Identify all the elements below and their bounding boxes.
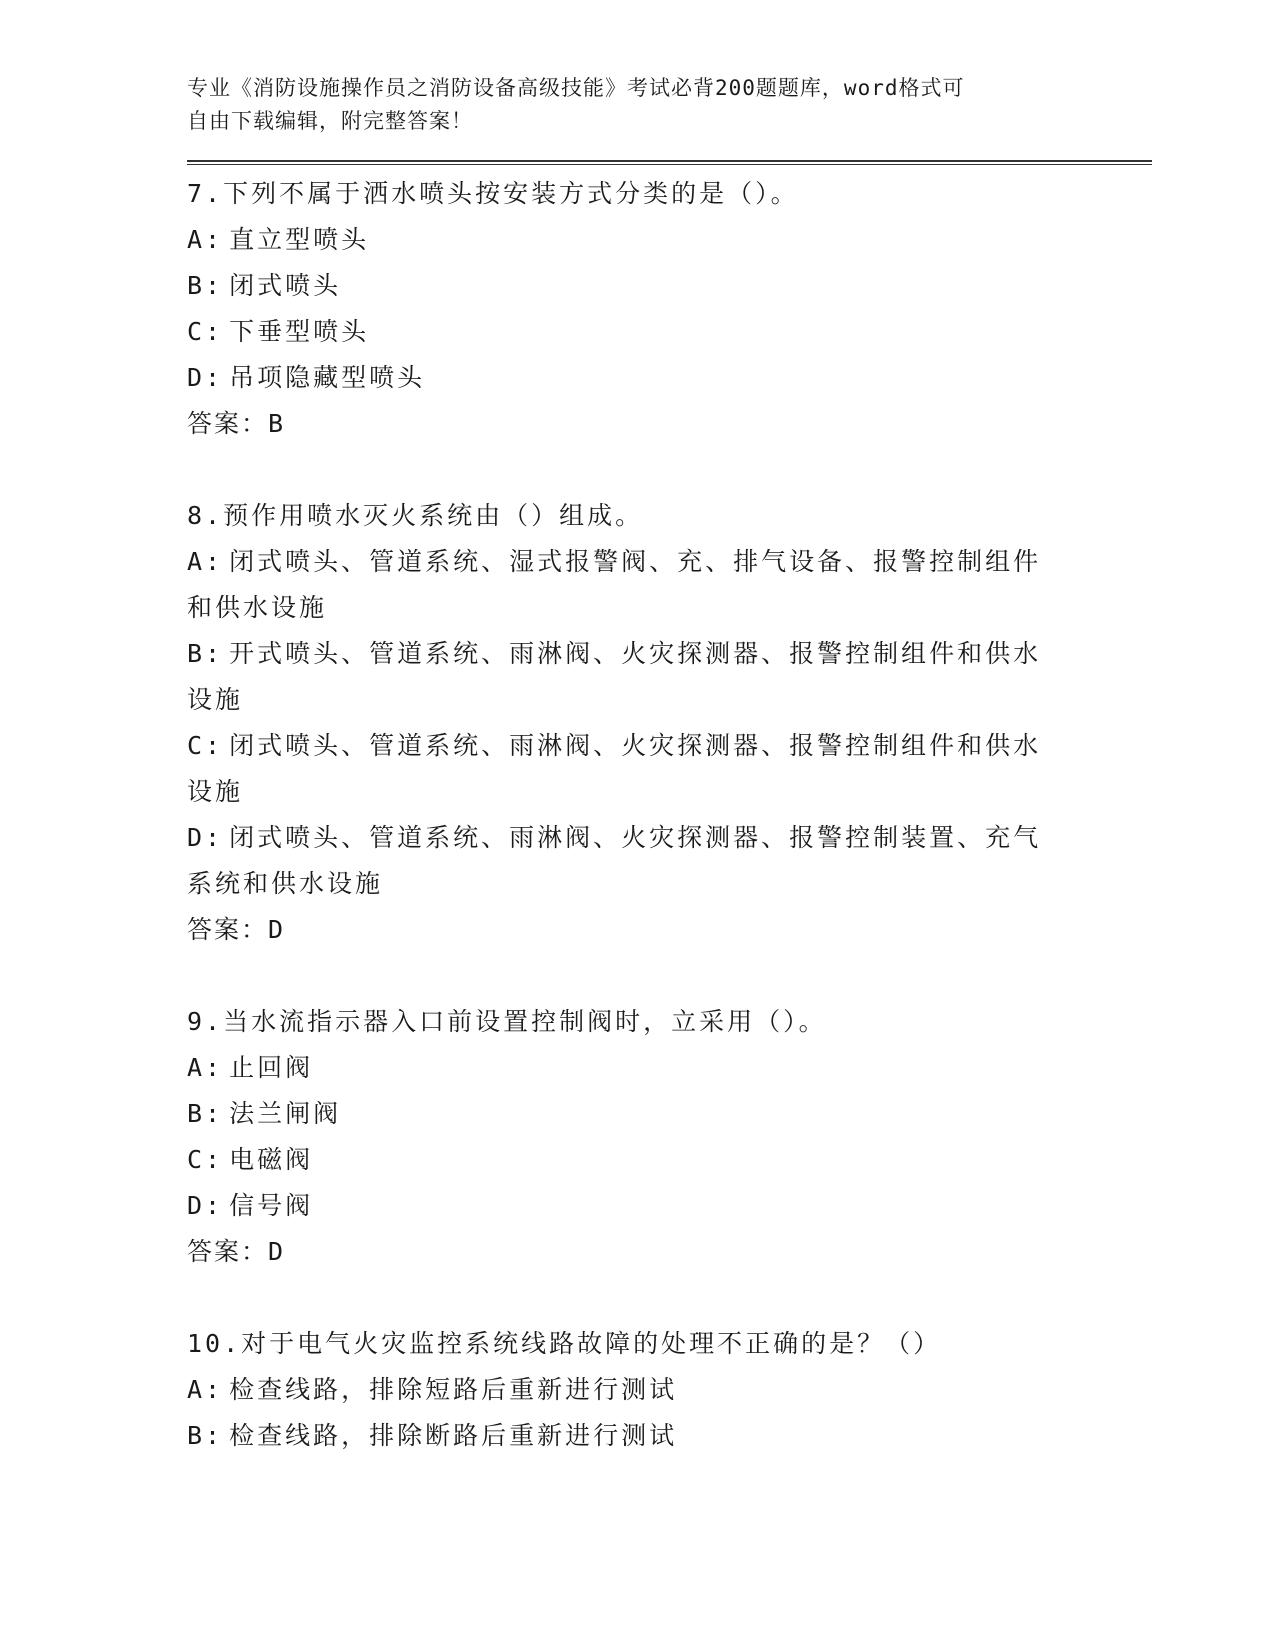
option-letter: B:	[187, 1421, 224, 1450]
document-header	[187, 72, 1067, 138]
option-letter: B:	[187, 639, 224, 668]
question-9	[187, 999, 1067, 1275]
option-d	[187, 815, 1067, 907]
option-text: 电磁阀	[229, 1145, 314, 1174]
answer-value: D	[268, 1237, 286, 1266]
option-letter: A:	[187, 1375, 224, 1404]
header-divider	[187, 160, 1152, 165]
question-stem: 10.对于电气火灾监控系统线路故障的处理不正确的是？（）	[187, 1329, 942, 1358]
option-text: 法兰闸阀	[229, 1099, 342, 1128]
question-7	[187, 171, 1067, 447]
answer-line	[187, 1229, 1067, 1275]
option-c	[187, 723, 1067, 815]
option-b	[187, 263, 1067, 309]
option-letter: D:	[187, 1191, 224, 1220]
option-letter: C:	[187, 1145, 224, 1174]
option-d	[187, 1183, 1067, 1229]
option-letter: A:	[187, 1053, 224, 1082]
option-a	[187, 539, 1067, 631]
option-text: 开式喷头、管道系统、雨淋阀、火灾探测器、报警控制组件和供水设施	[187, 639, 1042, 714]
header-line-1: 专业《消防设施操作员之消防设备高级技能》考试必背200题题库，word格式可	[187, 76, 965, 100]
option-text: 直立型喷头	[229, 225, 370, 254]
option-letter: D:	[187, 363, 224, 392]
option-c	[187, 1137, 1067, 1183]
option-text: 吊项隐藏型喷头	[229, 363, 426, 392]
option-b	[187, 1413, 1067, 1459]
option-a	[187, 1045, 1067, 1091]
option-a	[187, 1367, 1067, 1413]
option-text: 检查线路，排除短路后重新进行测试	[229, 1375, 678, 1404]
option-letter: C:	[187, 317, 224, 346]
option-letter: C:	[187, 731, 224, 760]
option-text: 闭式喷头、管道系统、雨淋阀、火灾探测器、报警控制组件和供水设施	[187, 731, 1042, 806]
answer-line	[187, 907, 1067, 953]
option-letter: D:	[187, 823, 224, 852]
answer-label: 答案：	[187, 1237, 269, 1266]
answer-value: B	[268, 409, 286, 438]
option-text: 闭式喷头	[229, 271, 342, 300]
option-letter: B:	[187, 271, 224, 300]
question-stem: 7.下列不属于洒水喷头按安装方式分类的是（）。	[187, 179, 799, 208]
option-text: 下垂型喷头	[229, 317, 370, 346]
answer-label: 答案：	[187, 409, 269, 438]
option-letter: B:	[187, 1099, 224, 1128]
option-d	[187, 355, 1067, 401]
option-text: 止回阀	[229, 1053, 314, 1082]
answer-value: D	[268, 915, 286, 944]
option-text: 闭式喷头、管道系统、湿式报警阀、充、排气设备、报警控制组件和供水设施	[187, 547, 1042, 622]
option-c	[187, 309, 1067, 355]
option-text: 检查线路，排除断路后重新进行测试	[229, 1421, 678, 1450]
answer-label: 答案：	[187, 915, 269, 944]
question-8	[187, 493, 1067, 953]
question-list	[187, 171, 1067, 1459]
option-b	[187, 631, 1067, 723]
header-line-2: 自由下载编辑，附完整答案！	[187, 109, 473, 133]
option-text: 信号阀	[229, 1191, 314, 1220]
option-a	[187, 217, 1067, 263]
question-stem: 9.当水流指示器入口前设置控制阀时，立采用（）。	[187, 1007, 827, 1036]
option-letter: A:	[187, 225, 224, 254]
document-page	[187, 72, 1067, 1505]
option-letter: A:	[187, 547, 224, 576]
question-10	[187, 1321, 1067, 1459]
option-text: 闭式喷头、管道系统、雨淋阀、火灾探测器、报警控制装置、充气系统和供水设施	[187, 823, 1042, 898]
question-stem: 8.预作用喷水灭火系统由（）组成。	[187, 501, 644, 530]
option-b	[187, 1091, 1067, 1137]
answer-line	[187, 401, 1067, 447]
